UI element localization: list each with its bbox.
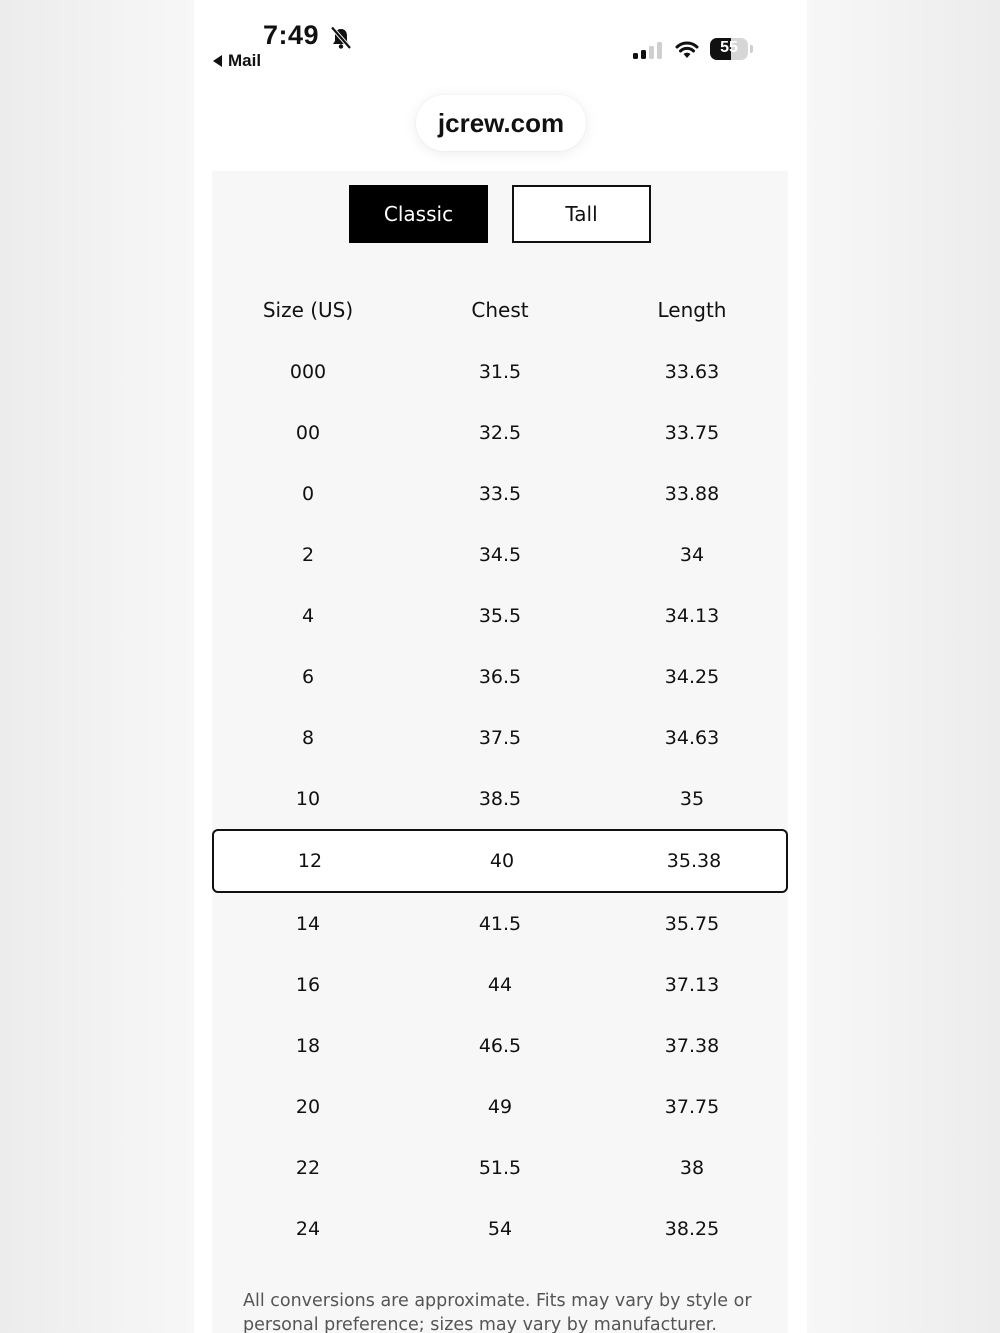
length-cell: 37.38 [664,1034,720,1057]
chest-cell: 33.5 [478,482,522,505]
length-cell: 34.13 [664,604,720,627]
table-row[interactable] [212,402,788,463]
background-right [807,0,1000,1333]
table-row[interactable] [212,463,788,524]
chest-cell: 51.5 [478,1156,522,1179]
length-cell: 34.25 [664,665,720,688]
size-cell: 2 [301,543,315,566]
table-row[interactable] [212,1076,788,1137]
table-row[interactable] [212,1137,788,1198]
size-cell: 18 [295,1034,321,1057]
length-cell: 34.63 [664,726,720,749]
silent-mode-icon [330,26,352,50]
address-bar-url: jcrew.com [437,107,565,138]
background-left [0,0,194,1333]
length-cell: 33.75 [664,421,720,444]
conversion-disclaimer: All conversions are approximate. Fits may vary by style or personal preference; sizes may vary by manufacturer. [243,1291,752,1333]
table-row[interactable] [212,646,788,707]
table-row[interactable] [212,768,788,829]
size-cell: 10 [295,787,321,810]
wifi-icon [675,40,699,60]
table-row[interactable] [212,1015,788,1076]
size-cell: 24 [295,1217,321,1240]
table-row-highlighted[interactable] [212,829,788,893]
chest-cell: 34.5 [478,543,522,566]
chest-cell: 44 [487,973,513,996]
size-cell: 20 [295,1095,321,1118]
chest-cell: 41.5 [478,912,522,935]
chest-cell: 46.5 [478,1034,522,1057]
length-cell: 37.75 [664,1095,720,1118]
chest-cell: 54 [487,1217,513,1240]
size-cell: 12 [297,850,323,872]
table-row[interactable] [212,954,788,1015]
length-cell: 38 [679,1156,705,1179]
column-header-chest: Chest [471,297,529,322]
chest-cell: 49 [487,1095,513,1118]
table-row[interactable] [212,1198,788,1259]
chest-cell: 36.5 [478,665,522,688]
chest-cell: 40 [489,850,515,872]
table-row[interactable] [212,341,788,402]
size-cell: 16 [295,973,321,996]
chest-cell: 37.5 [478,726,522,749]
size-cell: 00 [295,421,321,444]
size-cell: 0 [301,482,315,505]
size-cell: 14 [295,912,321,935]
chest-cell: 35.5 [478,604,522,627]
back-arrow-icon [213,55,222,67]
back-to-mail-label: Mail [228,51,262,70]
length-cell: 33.88 [664,482,720,505]
length-cell: 35 [679,787,705,810]
length-cell: 38.25 [664,1217,720,1240]
table-row[interactable] [212,893,788,954]
size-chart [212,171,788,1333]
battery-level: 55 [720,39,738,56]
table-header [212,279,788,340]
table-row[interactable] [212,585,788,646]
size-cell: 22 [295,1156,321,1179]
size-cell: 6 [301,665,315,688]
chest-cell: 31.5 [478,360,522,383]
cellular-signal-icon [632,40,664,60]
column-header-size: Size (US) [262,297,354,322]
table-row[interactable] [212,707,788,768]
table-row[interactable] [212,524,788,585]
phone-screen [194,0,807,1333]
battery-icon [710,38,748,60]
column-header-length: Length [657,297,727,322]
chest-cell: 38.5 [478,787,522,810]
size-cell: 8 [301,726,315,749]
size-cell: 000 [289,360,327,383]
length-cell: 33.63 [664,360,720,383]
size-cell: 4 [301,604,315,627]
status-time: 7:49 [263,20,320,50]
chest-cell: 32.5 [478,421,522,444]
length-cell: 37.13 [664,973,720,996]
tab-classic[interactable]: Classic [349,185,488,243]
length-cell: 34 [679,543,705,566]
length-cell: 35.38 [666,850,722,872]
length-cell: 35.75 [664,912,720,935]
address-bar[interactable] [416,95,586,151]
tab-tall[interactable]: Tall [512,185,651,243]
back-to-mail-button[interactable] [213,51,261,71]
